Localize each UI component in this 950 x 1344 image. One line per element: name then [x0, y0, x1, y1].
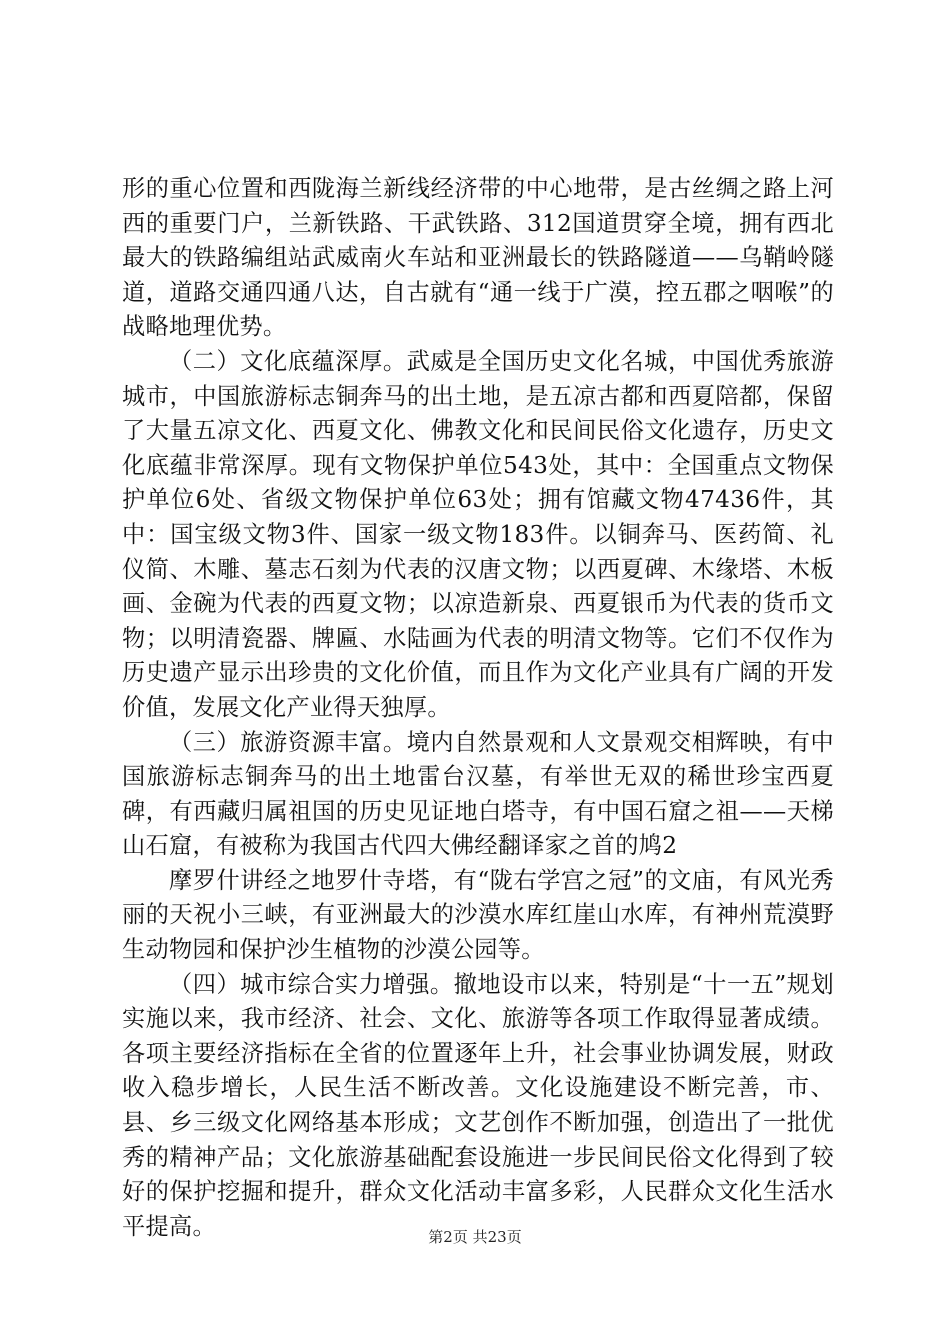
- paragraph-culture: （二）文化底蕴深厚。武威是全国历史文化名城，中国优秀旅游城市，中国旅游标志铜奔马的出土地，是五凉古都和西夏陪都，保留了大量五凉文化、西夏文化、佛教文化和民间民俗文化遗存，历史文化底蕴非常深厚。现有文物保护单位543处，其中：全国重点文物保护单位6处、省级文物保护单位63处；拥有馆藏文物47436件，其中：国宝级文物3件、国家一级文物183件。以铜奔马、医药简、礼仪简、木雕、墓志石刻为代表的汉唐文物；以西夏碑、木缘塔、木板画、金碗为代表的西夏文物；以凉造新泉、西夏银币为代表的货币文物；以明清瓷器、牌匾、水陆画为代表的明清文物等。它们不仅作为历史遗产显示出珍贵的文化价值，而且作为文化产业具有广阔的开发价值，发展文化产业得天独厚。: [122, 347, 834, 721]
- paragraph-tourism-continued: 摩罗什讲经之地罗什寺塔，有“陇右学宫之冠”的文庙，有风光秀丽的天祝小三峡，有亚洲最大的沙漠水库红崖山水库，有神州荒漠野生动物园和保护沙生植物的沙漠公园等。: [122, 866, 834, 964]
- document-body: [122, 172, 834, 1244]
- paragraph-tourism: （三）旅游资源丰富。境内自然景观和人文景观交相辉映，有中国旅游标志铜奔马的出土地雷台汉墓，有举世无双的稀世珍宝西夏碑，有西藏归属祖国的历史见证地白塔寺，有中国石窟之祖——天梯山石窟，有被称为我国古代四大佛经翻译家之首的鸠2: [122, 728, 834, 860]
- page-footer: 第2页 共23页: [428, 1228, 522, 1246]
- paragraph-geography: 形的重心位置和西陇海兰新线经济带的中心地带，是古丝绸之路上河西的重要门户，兰新铁路、干武铁路、312国道贯穿全境，拥有西北最大的铁路编组站武威南火车站和亚洲最长的铁路隧道——乌鞘岭隧道，道路交通四通八达，自古就有“通一线于广漠，控五郡之咽喉”的战略地理优势。: [122, 175, 834, 341]
- paragraph-city-strength: （四）城市综合实力增强。撤地设市以来，特别是“十一五”规划实施以来，我市经济、社会、文化、旅游等各项工作取得显著成绩。各项主要经济指标在全省的位置逐年上升，社会事业协调发展，财政收入稳步增长，人民生活不断改善。文化设施建设不断完善，市、县、乡三级文化网络基本形成；文艺创作不断加强，创造出了一批优秀的精神产品；文化旅游基础配套设施进一步民间民俗文化得到了较好的保护挖掘和提升，群众文化活动丰富多彩，人民群众文化生活水平提高。: [122, 970, 834, 1240]
